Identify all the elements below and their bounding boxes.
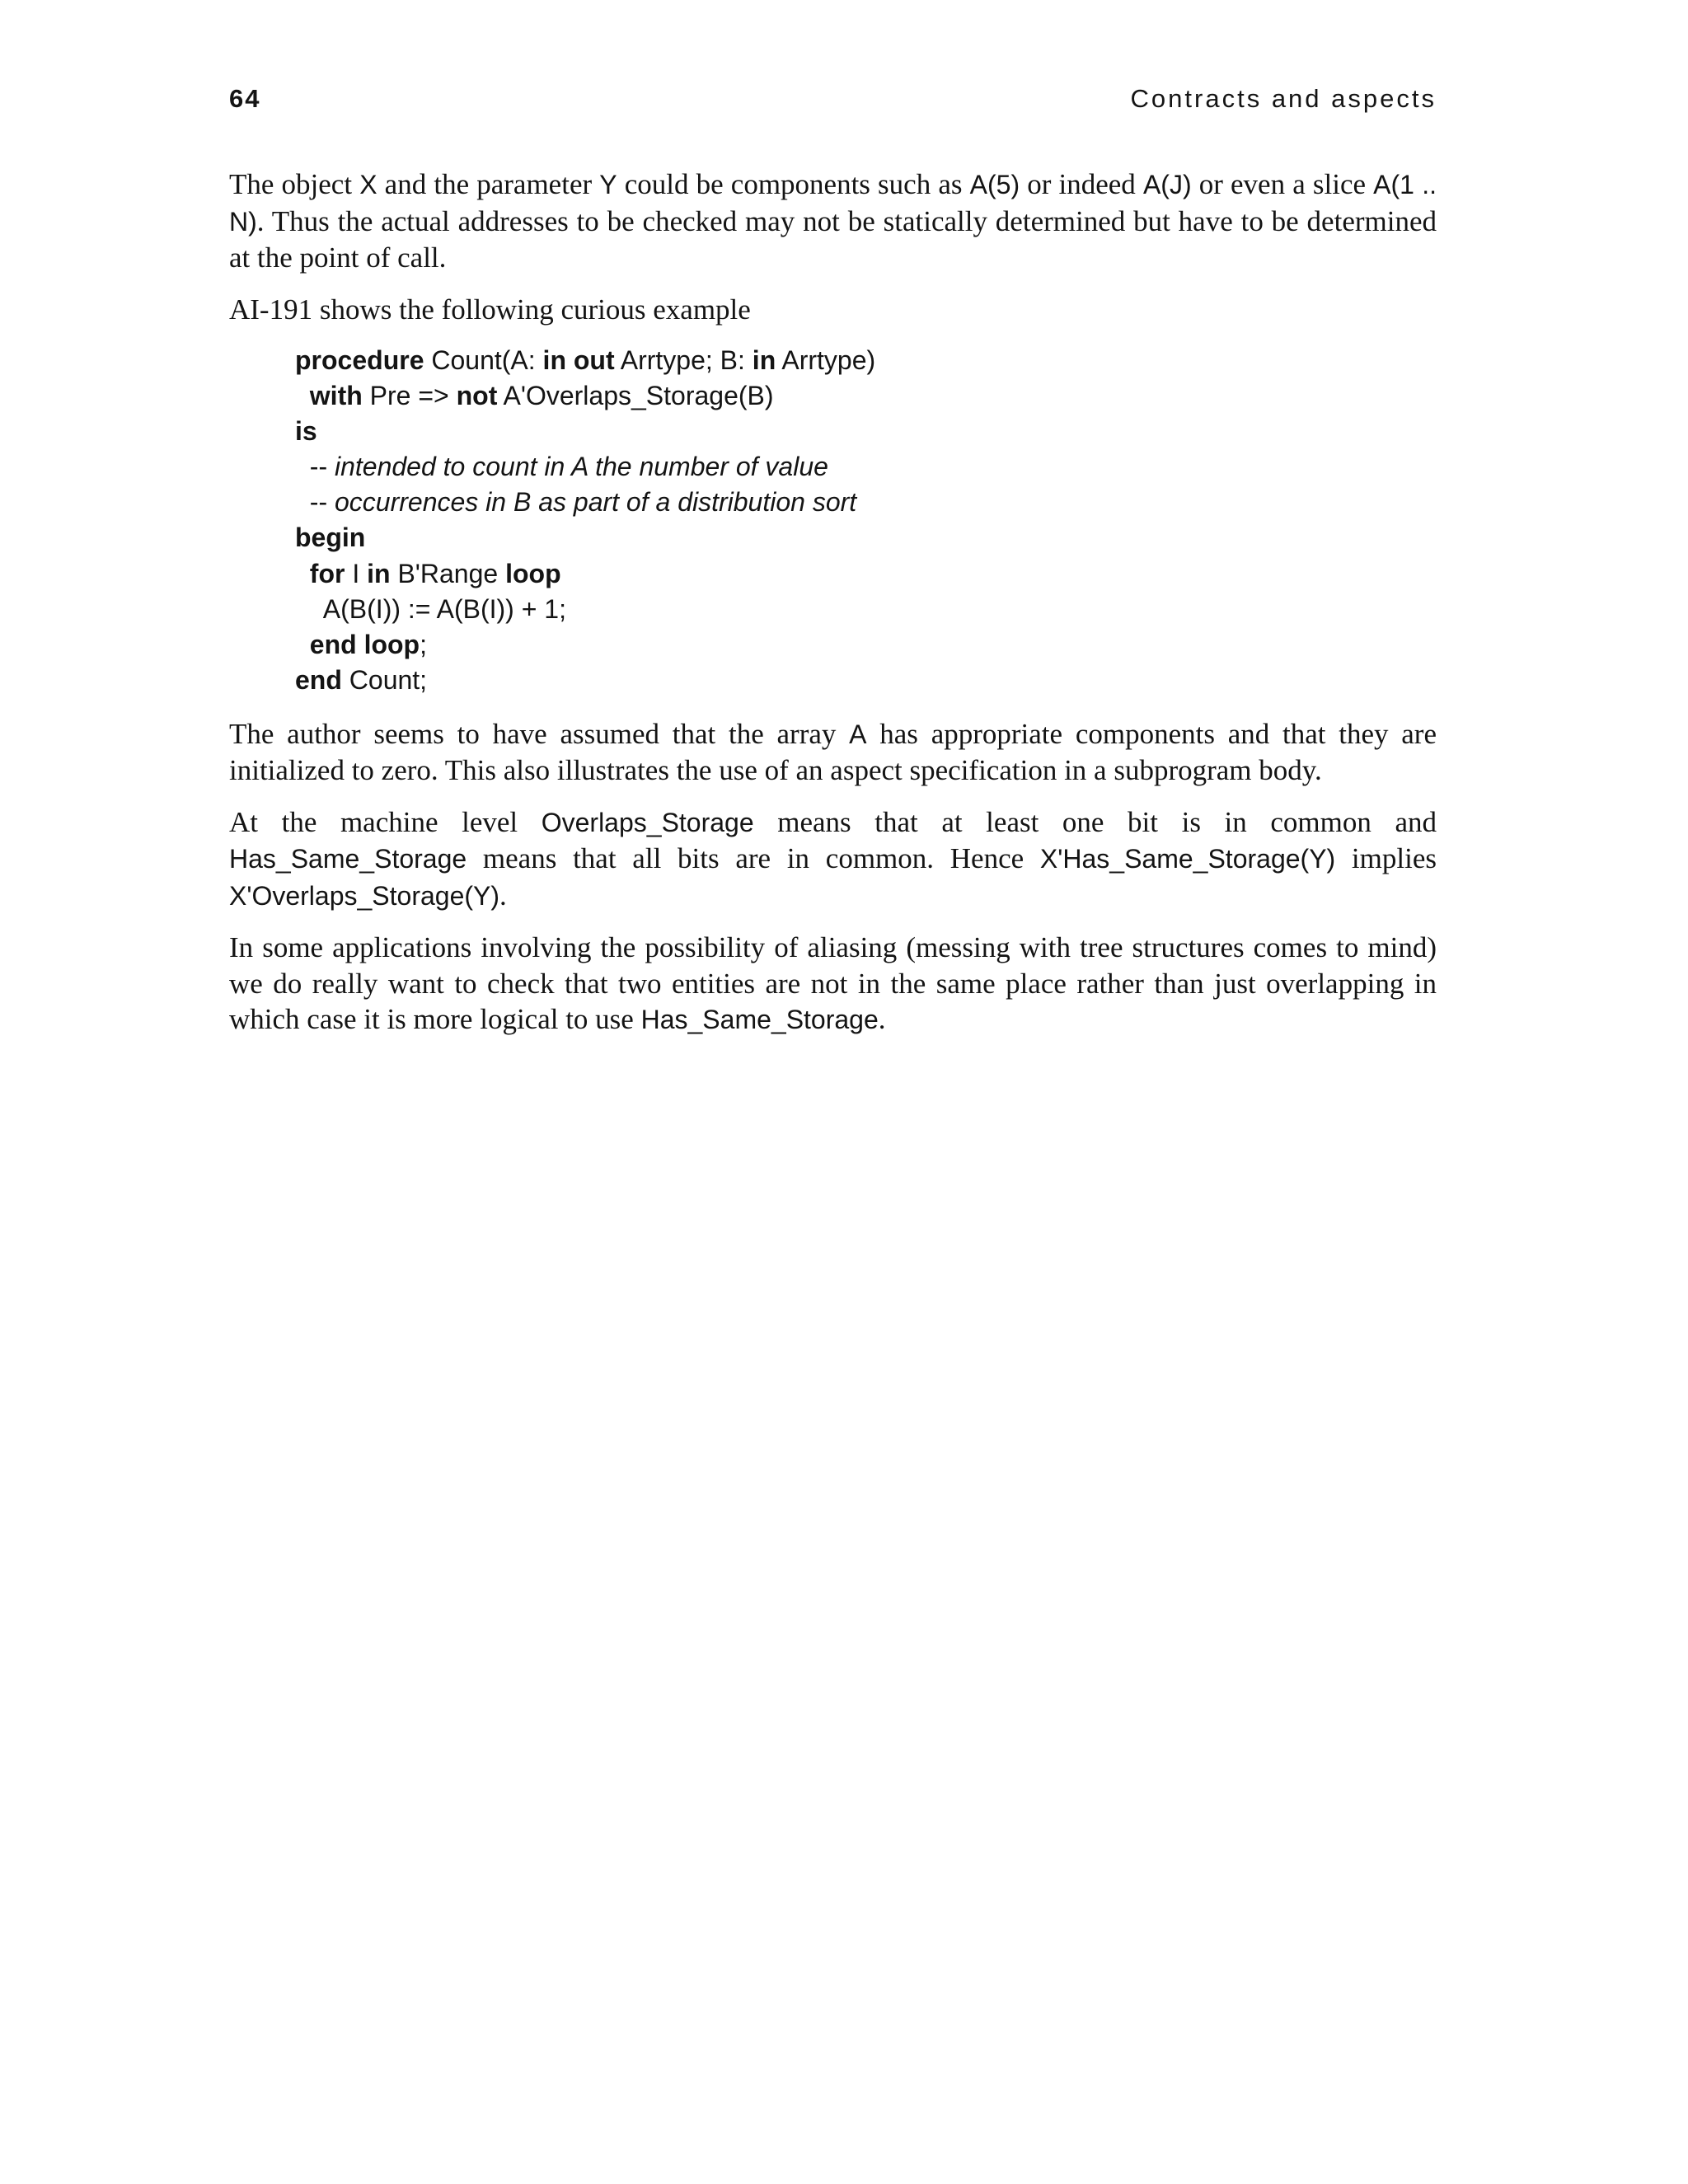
code-term: A(J) <box>1142 170 1192 199</box>
running-head <box>229 81 1437 117</box>
paragraph-ai-191-intro: AI-191 shows the following curious example <box>229 293 751 326</box>
code-comment-line: -- occurrences in B as part of a distribution sort <box>295 487 857 518</box>
code-line: end Count; <box>295 664 428 695</box>
code-comment-line: -- intended to count in A the number of value <box>295 452 828 482</box>
code-term: X'Has_Same_Storage(Y) <box>1039 844 1336 874</box>
code-line: end loop; <box>309 629 427 659</box>
code-line: begin <box>295 523 366 553</box>
code-term: Y <box>599 170 617 199</box>
paragraph-machine-level: At the machine level Overlaps_Storage means that at least one bit is in common and Has_Same_Storage means that all bits are in common. Hence X'Has_Same_Storage(Y) implies X'Overlaps_Storage(Y). <box>229 805 1437 912</box>
code-term: A(5) <box>969 170 1020 199</box>
code-line: A(B(I)) := A(B(I)) + 1; <box>295 593 566 624</box>
code-line: procedure Count(A: in out Arrtype; B: in Arrtype) <box>295 345 876 375</box>
page-number: 64 <box>229 84 261 113</box>
code-term: Has_Same_Storage <box>229 844 467 874</box>
code-listing <box>295 343 1437 698</box>
code-term: Has_Same_Storage <box>640 1005 879 1035</box>
paragraph-slice-addresses: The object X and the parameter Y could be components such as A(5) or indeed A(J) or even a slice A(1 .. N). Thus the actual addresses to be checked may not be statically determined but have to be determined at the point of call. <box>229 168 1437 274</box>
page <box>229 81 1437 1054</box>
code-line: for I in B'Range loop <box>309 558 561 588</box>
chapter-title: Contracts and aspects <box>1130 84 1437 113</box>
code-term: Overlaps_Storage <box>541 807 754 837</box>
code-term: A(1 .. N) <box>229 170 1437 237</box>
code-term: X <box>359 170 377 199</box>
paragraph-aliasing: In some applications involving the possibility of aliasing (messing with tree structures comes to mind) we do really want to check that two entities are not in the same place rather than just overlapping in which case it is more logical to use Has_Same_Storage. <box>229 931 1437 1036</box>
code-term: X'Overlaps_Storage(Y) <box>229 880 500 911</box>
paragraph-author-assumption: The author seems to have assumed that the array A has appropriate components and that they are initialized to zero. This also illustrates the use of an aspect specification in a subprogram body. <box>229 717 1437 787</box>
code-line: is <box>295 416 317 447</box>
code-term: A <box>849 719 867 749</box>
code-line: with Pre => not A'Overlaps_Storage(B) <box>309 381 774 411</box>
